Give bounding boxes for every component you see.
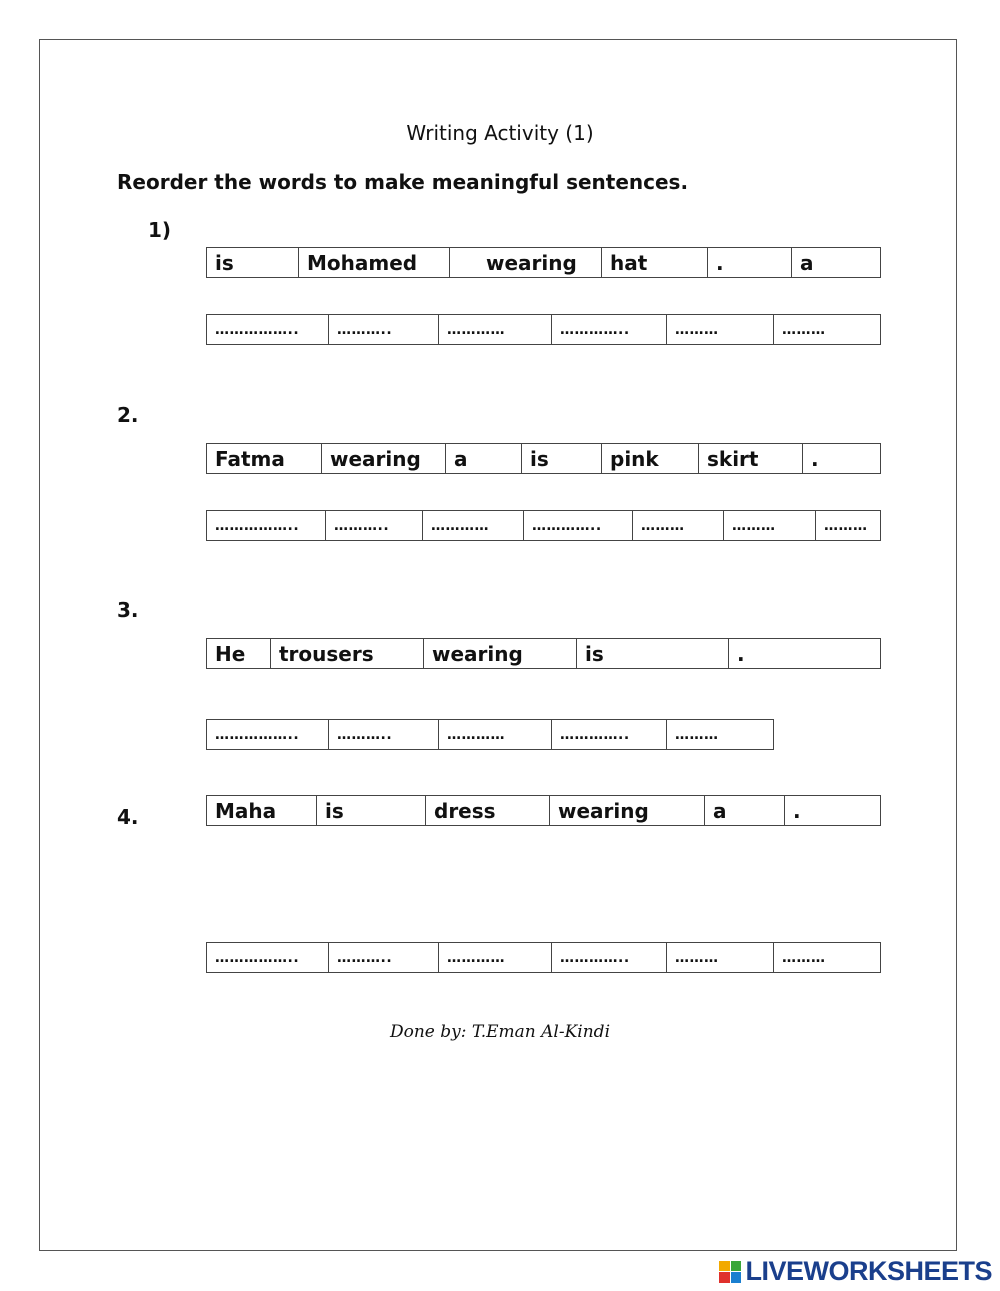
word-cell: Maha: [207, 796, 317, 826]
liveworksheets-brand[interactable]: [719, 1256, 992, 1287]
liveworksheets-logo-icon: [719, 1261, 741, 1283]
logo-square: [731, 1272, 742, 1283]
answer-blank[interactable]: ………..: [329, 720, 439, 750]
word-cell: pink: [602, 444, 699, 474]
word-row: [206, 443, 881, 474]
answer-blank[interactable]: ………..: [326, 511, 423, 541]
answer-blank[interactable]: ………: [667, 315, 774, 345]
answer-blank[interactable]: ……………..: [207, 943, 329, 973]
answer-row: [206, 314, 881, 345]
word-row: [206, 795, 881, 826]
word-cell: a: [446, 444, 522, 474]
word-row: [206, 638, 881, 669]
answer-blank[interactable]: ………..: [329, 943, 439, 973]
answer-blank[interactable]: …………..: [552, 943, 667, 973]
answer-blank[interactable]: ………: [667, 943, 774, 973]
answer-row: [206, 719, 774, 750]
answer-blank[interactable]: …………: [439, 720, 552, 750]
answer-blank[interactable]: ………: [774, 315, 881, 345]
question-number: 3.: [117, 598, 139, 622]
answer-row: [206, 510, 881, 541]
word-cell: wearing: [550, 796, 705, 826]
logo-square: [719, 1272, 730, 1283]
word-cell: is: [577, 639, 729, 669]
question-number: 1): [148, 218, 172, 242]
word-cell: Mohamed: [299, 248, 450, 278]
answer-blank[interactable]: ……………..: [207, 315, 329, 345]
word-cell: a: [705, 796, 785, 826]
answer-blank[interactable]: ………: [667, 720, 774, 750]
answer-blank[interactable]: ………: [816, 511, 881, 541]
word-cell: He: [207, 639, 271, 669]
word-cell: .: [729, 639, 881, 669]
word-cell: trousers: [271, 639, 424, 669]
word-cell: dress: [426, 796, 550, 826]
answer-blank[interactable]: ………: [633, 511, 724, 541]
answer-blank[interactable]: ………: [724, 511, 816, 541]
word-cell: a: [792, 248, 881, 278]
answer-blank[interactable]: …………..: [552, 315, 667, 345]
word-cell: wearing: [450, 248, 602, 278]
answer-blank[interactable]: …………: [439, 315, 552, 345]
author-credit: Done by: T.Eman Al-Kindi: [389, 1022, 611, 1042]
logo-square: [731, 1261, 742, 1272]
brand-name: LIVEWORKSHEETS: [745, 1256, 992, 1286]
instruction-text: Reorder the words to make meaningful sentences.: [117, 170, 689, 194]
word-cell: skirt: [699, 444, 803, 474]
word-cell: .: [708, 248, 792, 278]
answer-blank[interactable]: ……………..: [207, 720, 329, 750]
word-cell: .: [803, 444, 881, 474]
word-cell: wearing: [424, 639, 577, 669]
word-cell: wearing: [322, 444, 446, 474]
logo-square: [719, 1261, 730, 1272]
word-cell: Fatma: [207, 444, 322, 474]
word-cell: .: [785, 796, 881, 826]
question-number: 2.: [117, 403, 139, 427]
answer-row: [206, 942, 881, 973]
worksheet-title: Writing Activity (1): [406, 121, 594, 145]
word-row: [206, 247, 881, 278]
answer-blank[interactable]: …………..: [524, 511, 633, 541]
answer-blank[interactable]: ………..: [329, 315, 439, 345]
word-cell: hat: [602, 248, 708, 278]
question-number: 4.: [117, 805, 139, 829]
word-cell: is: [207, 248, 299, 278]
answer-blank[interactable]: …………..: [552, 720, 667, 750]
word-cell: is: [522, 444, 602, 474]
answer-blank[interactable]: …………: [423, 511, 524, 541]
answer-blank[interactable]: …………: [439, 943, 552, 973]
answer-blank[interactable]: ……………..: [207, 511, 326, 541]
answer-blank[interactable]: ………: [774, 943, 881, 973]
word-cell: is: [317, 796, 426, 826]
